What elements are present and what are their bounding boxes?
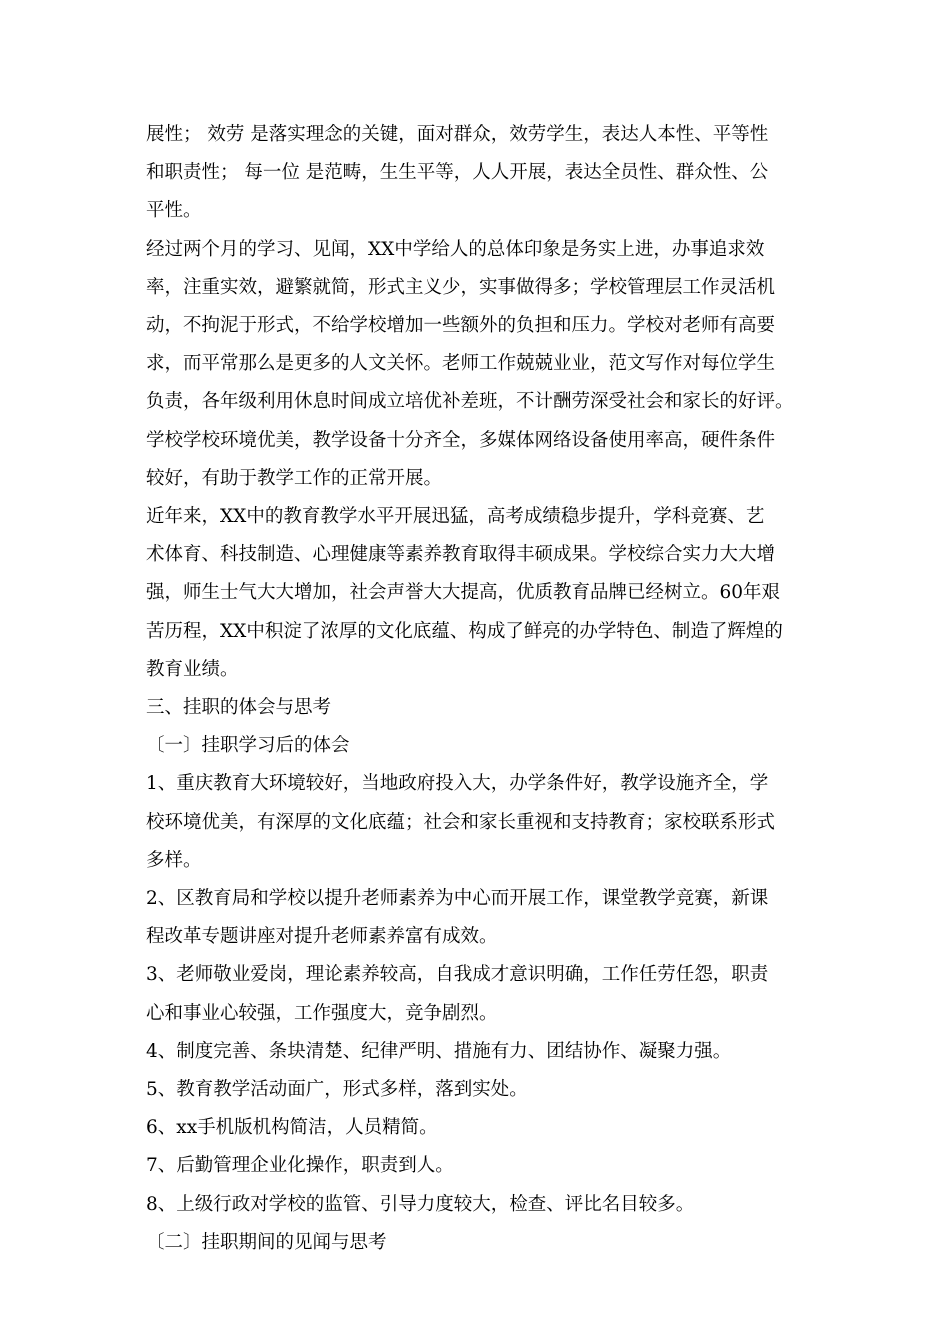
text-line: 校环境优美，有深厚的文化底蕴；社会和家长重视和支持教育；家校联系形式: [146, 811, 776, 833]
list-item: [146, 765, 810, 880]
text-line: 经过两个月的学习、见闻，XX中学给人的总体印象是务实上进，办事追求效: [146, 238, 765, 260]
text-line: 苦历程，XX中积淀了浓厚的文化底蕴、构成了鲜亮的办学特色、制造了辉煌的: [146, 620, 783, 642]
text-line: 3、老师敬业爱岗，理论素养较高，自我成才意识明确，工作任劳任怨，职责: [146, 964, 769, 986]
section-heading: [146, 689, 810, 727]
paragraph: [146, 116, 810, 231]
text-line: 较好，有助于教学工作的正常开展。: [146, 467, 443, 489]
list-item: [146, 1186, 810, 1224]
text-line: 6、xx手机版机构简洁，人员精简。: [146, 1117, 438, 1139]
text-line: 近年来，XX中的教育教学水平开展迅猛，高考成绩稳步提升，学科竞赛、艺: [146, 506, 765, 528]
text-line: 〔二〕挂职期间的见闻与思考: [146, 1231, 387, 1253]
paragraph: [146, 422, 810, 498]
text-line: 2、区教育局和学校以提升老师素养为中心而开展工作，课堂教学竞赛，新课: [146, 888, 769, 910]
text-line: 程改革专题讲座对提升老师素养富有成效。: [146, 926, 498, 948]
list-item: [146, 956, 810, 1032]
list-item: [146, 880, 810, 956]
text-line: 率，注重实效，避繁就简，形式主义少，实事做得多；学校管理层工作灵活机: [146, 276, 776, 298]
document-page: [146, 116, 810, 1262]
list-item: [146, 1147, 810, 1185]
text-line: 负责，各年级利用休息时间成立培优补差班，不计酬劳深受社会和家长的好评。: [146, 391, 794, 413]
list-item: [146, 1109, 810, 1147]
text-line: 4、制度完善、条块清楚、纪律严明、措施有力、团结协作、凝聚力强。: [146, 1040, 732, 1062]
text-line: 7、后勤管理企业化操作，职责到人。: [146, 1155, 454, 1177]
paragraph: [146, 498, 810, 689]
text-line: 〔一〕挂职学习后的体会: [146, 735, 350, 757]
text-line: 教育业绩。: [146, 658, 239, 680]
text-line: 强，师生士气大大增加，社会声誉大大提高，优质教育品牌已经树立。60年艰: [146, 582, 781, 604]
text-line: 展性； 效劳 是落实理念的关键，面对群众，效劳学生，表达人本性、平等性: [146, 124, 769, 145]
subsection-heading: [146, 727, 810, 765]
list-item: [146, 1071, 810, 1109]
text-line: 平性。: [146, 200, 202, 222]
text-line: 和职责性； 每一位 是范畴，生生平等，人人开展，表达全员性、群众性、公: [146, 162, 769, 184]
paragraph: [146, 231, 810, 422]
text-line: 8、上级行政对学校的监管、引导力度较大，检查、评比名目较多。: [146, 1193, 695, 1215]
text-line: 多样。: [146, 849, 202, 871]
text-line: 求，而平常那么是更多的人文关怀。老师工作兢兢业业，范文写作对每位学生: [146, 353, 776, 375]
subsection-heading: [146, 1224, 810, 1262]
text-line: 5、教育教学活动面广，形式多样，落到实处。: [146, 1079, 528, 1101]
text-line: 三、挂职的体会与思考: [146, 697, 332, 719]
text-line: 动，不拘泥于形式，不给学校增加一些额外的负担和压力。学校对老师有高要: [146, 315, 776, 337]
text-line: 心和事业心较强，工作强度大，竞争剧烈。: [146, 1002, 498, 1024]
text-line: 学校学校环境优美，教学设备十分齐全，多媒体网络设备使用率高，硬件条件: [146, 429, 776, 451]
list-item: [146, 1033, 810, 1071]
text-line: 术体育、科技制造、心理健康等素养教育取得丰硕成果。学校综合实力大大增: [146, 544, 776, 566]
text-line: 1、重庆教育大环境较好，当地政府投入大，办学条件好，教学设施齐全，学: [146, 773, 769, 795]
